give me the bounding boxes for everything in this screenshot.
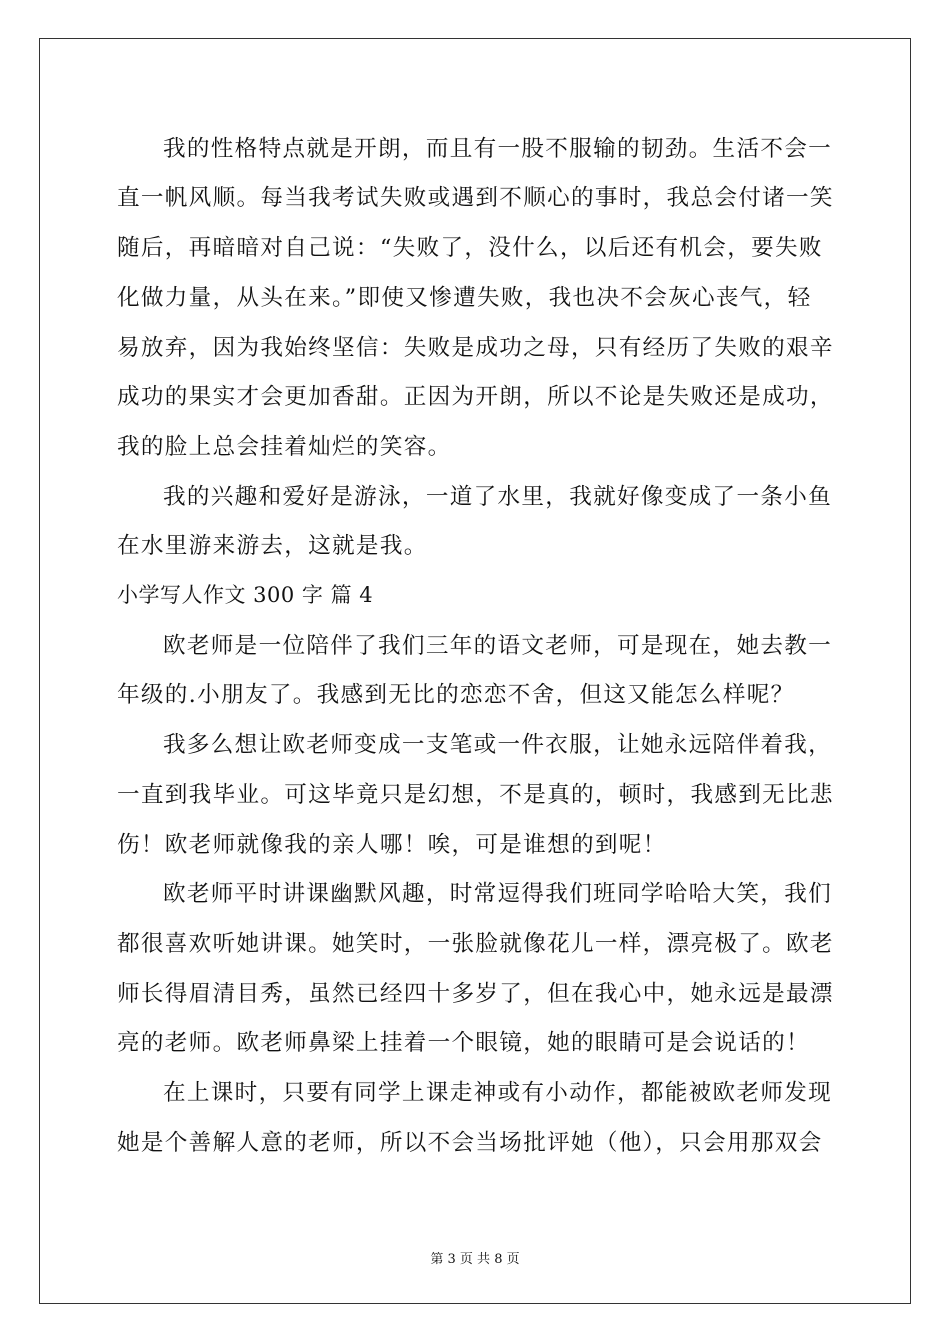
text-line-17: 都很喜欢听她讲课。她笑时，一张脸就像花儿一样，漂亮极了。欧老 xyxy=(117,931,834,957)
text-line-14: 一直到我毕业。可这毕竟只是幻想，不是真的，顿时，我感到无比悲 xyxy=(117,782,834,808)
text-line-3: 随后，再暗暗对自己说：“失败了，没什么，以后还有机会，要失败 xyxy=(117,235,823,261)
text-line-8: 我的兴趣和爱好是游泳，一道了水里，我就好像变成了一条小鱼 xyxy=(163,484,833,510)
text-line-1: 我的性格特点就是开朗，而且有一股不服输的韧劲。生活不会一 xyxy=(163,136,833,162)
text-line-2: 直一帆风顺。每当我考试失败或遇到不顺心的事时，我总会付诸一笑 xyxy=(117,185,834,211)
text-line-12: 年级的.小朋友了。我感到无比的恋恋不舍，但这又能怎么样呢？ xyxy=(117,682,795,708)
text-line-19: 亮的老师。欧老师鼻梁上挂着一个眼镜，她的眼睛可是会说话的！ xyxy=(117,1030,810,1056)
text-line-4: 化做力量，从头在来。”即使又惨遭失败，我也决不会灰心丧气，轻 xyxy=(117,285,812,311)
text-line-15: 伤！欧老师就像我的亲人哪！唉，可是谁想的到呢！ xyxy=(117,832,667,858)
text-line-5: 易放弃，因为我始终坚信：失败是成功之母，只有经历了失败的艰辛 xyxy=(117,335,834,361)
text-line-11: 欧老师是一位陪伴了我们三年的语文老师，可是现在，她去教一 xyxy=(163,633,833,659)
page-footer: 第 3 页 共 8 页 xyxy=(430,1252,520,1267)
page-border xyxy=(39,38,911,1304)
text-line-18: 师长得眉清目秀，虽然已经四十多岁了，但在我心中，她永远是最漂 xyxy=(117,981,834,1007)
text-line-6: 成功的果实才会更加香甜。正因为开朗，所以不论是失败还是成功， xyxy=(117,384,834,410)
section-heading: 小学写人作文 300 字 篇 4 xyxy=(117,583,374,607)
text-line-16: 欧老师平时讲课幽默风趣，时常逗得我们班同学哈哈大笑，我们 xyxy=(163,881,833,907)
text-line-9: 在水里游来游去，这就是我。 xyxy=(117,533,428,559)
text-line-13: 我多么想让欧老师变成一支笔或一件衣服，让她永远陪伴着我， xyxy=(163,732,833,758)
text-line-21: 她是个善解人意的老师，所以不会当场批评她（他），只会用那双会 xyxy=(117,1130,823,1156)
text-line-20: 在上课时，只要有同学上课走神或有小动作，都能被欧老师发现 xyxy=(163,1080,833,1106)
text-line-7: 我的脸上总会挂着灿烂的笑容。 xyxy=(117,434,452,460)
